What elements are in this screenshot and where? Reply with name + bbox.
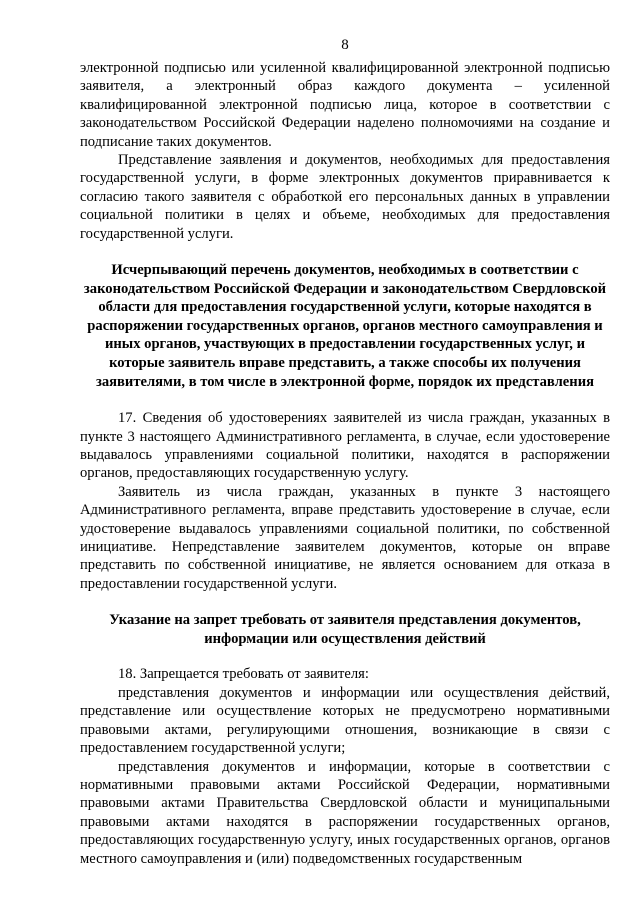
paragraph-prohibition-1: представления документов и информации или осуществления действий, представление или осуществление которых не предусмотрено нормативными правовыми актами, регулирующими отношения, возникающие в связи с предоставлением государственной услуги; — [80, 684, 610, 757]
section-heading-documents-list: Исчерпывающий перечень документов, необходимых в соответствии с законодательством Российской Федерации и законодательством Свердловской области для предоставления государственной услуги, которые находятся в распоряжении государственных органов, органов местного самоуправления и иных органов, участвующих в предоставлении государственных услуг, и которые заявитель вправе представить, а также способы их получения заявителями, в том числе в электронной форме, порядок их представления — [83, 262, 607, 390]
paragraph-applicant-right: Заявитель из числа граждан, указанных в пункте 3 настоящего Административного регламента, вправе представить удостоверение в случае, если удостоверение выдавалось управлениями социальной политики, по собственной инициативе. Непредставление заявителем документов, которые он вправе представить по собственной инициативе, не является основанием для отказа в предоставлении государственной услуги. — [80, 483, 610, 592]
spacer — [80, 243, 610, 261]
paragraph-continued: электронной подписью или усиленной квалифицированной электронной подписью заявителя, а электронный образ каждого документа – усиленной квалифицированной электронной подписью лица, которое в соответствии с законодательством Российской Федерации наделено полномочиями на создание и подписание таких документов. — [80, 60, 610, 150]
spacer — [80, 593, 610, 611]
spacer — [80, 648, 610, 665]
page-content — [80, 59, 610, 868]
spacer — [80, 391, 610, 409]
paragraph-item-17: 17. Сведения об удостоверениях заявителей из числа граждан, указанных в пункте 3 настоящего Административного регламента, в случае, если удостоверение выдавалось управлениями социальной политики, находятся в распоряжении органов, предоставляющих государственную услугу. — [80, 410, 610, 482]
paragraph-consent: Представление заявления и документов, необходимых для предоставления государственной услуги, в форме электронных документов приравнивается к согласию такого заявителя с обработкой его персональных данных в управлении социальной политики в целях и объеме, необходимых для предоставления государственной услуги. — [80, 152, 610, 242]
paragraph-prohibition-2: представления документов и информации, которые в соответствии с нормативными правовыми актами Российской Федерации, нормативными правовыми актами Правительства Свердловской области и муниципальными правовыми актами находятся в распоряжении государственных органов, предоставляющих государственную услугу, иных государственных органов, органов местного самоуправления и (или) подведомственных государственным — [80, 758, 610, 867]
section-heading-prohibition: Указание на запрет требовать от заявителя представления документов, информации или осуществления действий — [109, 612, 581, 647]
paragraph-item-18: 18. Запрещается требовать от заявителя: — [118, 666, 369, 683]
page-number: 8 — [341, 37, 349, 53]
